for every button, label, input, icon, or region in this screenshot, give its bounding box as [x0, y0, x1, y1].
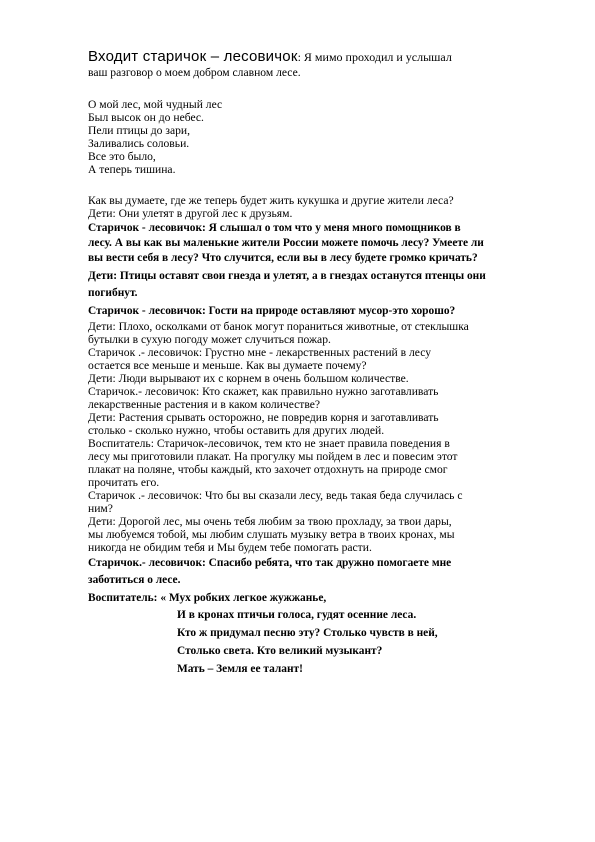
poem-line: Заливались соловьи.: [88, 137, 190, 150]
text-line-bold: заботиться о лесе.: [88, 574, 181, 586]
poem-line: О мой лес, мой чудный лес: [88, 98, 223, 111]
verse-line: Столько света. Кто великий музыкант?: [177, 645, 383, 657]
text-line-bold: Старичок - лесовичок: Я слышал о том что у меня много помощников в: [88, 222, 461, 234]
text-line: Старичок .- лесовичок: Что бы вы сказали лесу, ведь такая беда случилась с: [88, 489, 463, 502]
poem-line: Все это было,: [88, 150, 156, 163]
text-line: Дети: Плохо, осколками от банок могут пораниться животные, от стеклышка: [88, 320, 469, 333]
text-line: ним?: [88, 502, 113, 515]
verse-line: Кто ж придумал песню эту? Столько чувств в ней,: [177, 627, 438, 639]
text-line-bold: погибнут.: [88, 287, 138, 299]
text-line: прочитать его.: [88, 476, 160, 489]
verse-line: Мать – Земля ее талант!: [177, 663, 303, 675]
text-line: Дети: Они улетят в другой лес к друзьям.: [88, 207, 293, 220]
text-line: Как вы думаете, где же теперь будет жить кукушка и другие жители леса?: [88, 194, 454, 207]
title-heading: Входит старичок – лесовичок: [88, 48, 298, 65]
text-line: Старичок.- лесовичок: Кто скажет, как правильно нужно заготавливать: [88, 385, 439, 398]
text-line: никогда не обидим тебя и Мы будем тебе помогать расти.: [88, 541, 372, 554]
poem-line: Был высок он до небес.: [88, 111, 204, 124]
text-line: лекарственные растения и в каком количестве?: [88, 398, 321, 411]
text-line-bold: лесу. А вы как вы маленькие жители России можете помочь лесу? Умеете ли: [88, 237, 484, 249]
poem-line: Пели птицы до зари,: [88, 124, 190, 137]
text-line-bold: Воспитатель: « Мух робких легкое жужжанье,: [88, 592, 327, 604]
text-line: Дети: Растения срывать осторожно, не повредив корня и заготавливать: [88, 411, 439, 424]
text-line: остается все меньше и меньше. Как вы думаете почему?: [88, 359, 367, 372]
title-line: [88, 50, 452, 64]
text-line: столько - сколько нужно, чтобы оставить для других людей.: [88, 424, 385, 437]
text-line: мы любуемся тобой, мы любим слушать музыку ветра в твоих кронах, мы: [88, 528, 455, 541]
text-line-bold: вы вести себя в лесу? Что случится, если вы в лесу будете громко кричать?: [88, 252, 478, 264]
text-line: ваш разговор о моем добром славном лесе.: [88, 66, 301, 79]
text-line: лесу мы приготовили плакат. На прогулку мы пойдем в лес и повесим этот: [88, 450, 458, 463]
text-line-bold: Старичок.- лесовичок: Спасибо ребята, что так дружно помогаете мне: [88, 557, 452, 569]
verse-line: И в кронах птичьи голоса, гудят осенние леса.: [177, 609, 417, 621]
text-line: Воспитатель: Старичок-лесовичок, тем кто не знает правила поведения в: [88, 437, 450, 450]
title-tail: : Я мимо проходил и услышал: [297, 50, 452, 64]
text-line: Дети: Люди вырывают их с корнем в очень большом количестве.: [88, 372, 409, 385]
text-line-bold: Дети: Птицы оставят свои гнезда и улетят, а в гнездах останутся птенцы они: [88, 270, 486, 282]
text-line-bold: Старичок - лесовичок: Гости на природе оставляют мусор-это хорошо?: [88, 305, 456, 317]
text-line: бутылки в сухую погоду может случиться пожар.: [88, 333, 331, 346]
text-line: плакат на поляне, чтобы каждый, кто захочет отдохнуть на природе смог: [88, 463, 448, 476]
text-line: Дети: Дорогой лес, мы очень тебя любим за твою прохладу, за твои дары,: [88, 515, 452, 528]
text-line: Старичок .- лесовичок: Грустно мне - лекарственных растений в лесу: [88, 346, 432, 359]
poem-line: А теперь тишина.: [88, 163, 176, 176]
